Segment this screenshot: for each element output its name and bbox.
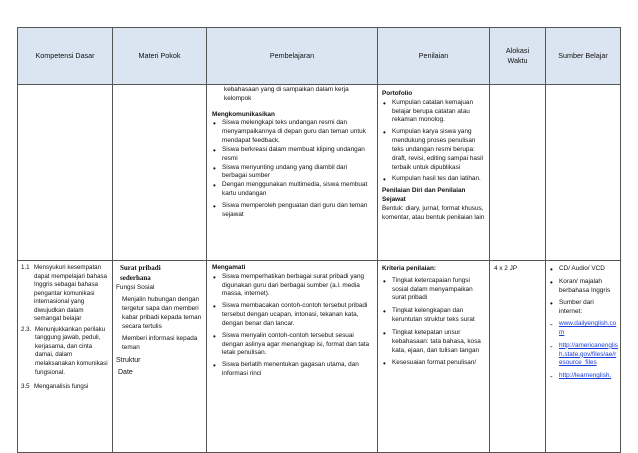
mengkomunikasikan-heading: Mengkomunikasikan (212, 110, 275, 118)
list-item: • Koran/ majalah berbahasa Inggris (549, 278, 618, 296)
penilaian-cell-main (378, 261, 490, 453)
resource-link[interactable]: - http://learnenglish. (549, 372, 618, 381)
materi-fungsi-label: Fungsi Sosial (116, 284, 155, 292)
list-item: • Kumpulan karya siswa yang mendukung proses penulisan teks undangan resmi berupa: draft, revisi, editing sampai hasil terbaik untuk dipublikasi (382, 128, 485, 172)
penilaian-diri-heading: Penilaian Diri dan Penilaian Sejawat (382, 187, 466, 204)
list-item: • Siswa menyunting undang yang diambil dari berbagai sumber (212, 164, 371, 182)
materi-fungsi-item: Menjalin hubungan dengan tergetur sapa dan memberi kabar pribadi kepada teman secara tertulis (122, 296, 202, 330)
mengamati-list (212, 273, 371, 379)
list-item: • Tingkat ketepatan unsur kebahasaan: tata bahasa, kosa kata, ejaan, dan tulisan tangan (382, 329, 485, 355)
header-penilaian: Penilaian (378, 28, 490, 85)
sumber-cell-empty (546, 85, 621, 261)
list-item: • Dengan menggunakan multimedia, siswa membuat kartu undangan (212, 181, 371, 199)
alokasi-waktu-value: 4 x 2 JP (494, 265, 518, 272)
materi-date-label: Date (118, 368, 133, 376)
alokasi-cell-empty (490, 85, 546, 261)
header-sumber-belajar: Sumber Belajar (546, 28, 621, 85)
list-item: • Siswa menyalin contoh-contoh tersebut sesuai dengan aslinya agar menangkap isi, format dan tata letak penulisan. (212, 332, 371, 358)
kd-cell (18, 261, 113, 453)
header-pembelajaran: Pembelajaran (207, 28, 378, 85)
kd-item: 2.3. Menunjukkankan perilaku tanggung jawab, peduli, kerjasama, dan cinta damai, dalam melaksanakan komunikasi fungsional. (21, 325, 108, 376)
sumber-list (549, 265, 618, 317)
resource-link[interactable]: - www.dailyenglish.com (549, 320, 618, 338)
list-item: • Siswa melengkapi teks undangan resmi dan menyampaikannya di depan guru dan teman untuk mendapat feedback. (212, 119, 371, 145)
pembelajaran-continued-text: kebahasaan yang di sampaikan dalam kerja kelompok (224, 86, 349, 102)
portofolio-heading: Portofolio (382, 90, 413, 97)
list-item: • Siswa membacakan contoh-contoh tersebut pribadi tersebut dengan ucapan, intonasi, tekanan kata, dengan benar dan lancar. (212, 302, 371, 328)
resource-link[interactable]: - http://americanenglish.state.gov/files/ae/resource_files (549, 342, 618, 368)
alokasi-cell (490, 261, 546, 453)
materi-cell (113, 261, 207, 453)
materi-fungsi-item: Memberi informasi kepada teman (122, 335, 198, 352)
table-row-continued (18, 85, 621, 261)
list-item: • Siswa berlatih menentukan gagasan utama, dan informasi rinci (212, 361, 371, 379)
header-kompetensi-dasar: Kompetensi Dasar (18, 28, 113, 85)
table-row-main (18, 261, 621, 453)
materi-title: Surat pribadi sederhana (120, 264, 161, 282)
kriteria-list (382, 277, 485, 368)
header-materi-pokok: Materi Pokok (113, 28, 207, 85)
materi-cell-empty (113, 85, 207, 261)
penilaian-cell (378, 85, 490, 261)
list-item: • Siswa memperoleh penguatan dari guru dan teman sejawat (212, 202, 371, 220)
list-item: • Kumpulan catatan kemajuan belajar berupa catatan atau rekaman monolog. (382, 99, 485, 125)
kd-item: 3.5 Menganalisis fungsi (21, 383, 89, 391)
list-item: • Sumber dari internet: (549, 299, 618, 317)
syllabus-table (17, 27, 621, 453)
header-row (18, 28, 621, 85)
kd-item: 1.1 Mensyukuri kesempatan dapat mempelajari bahasa Inggris sebagai bahasa pengantar komunikasi internasional yang diwujudkan dalam semangat belajar (21, 264, 107, 323)
list-item: • Tingkat ketercapaian fungsi sosial dalam menyampaikan surat pribadi (382, 277, 485, 303)
header-alokasi-waktu: Alokasi Waktu (490, 28, 546, 85)
kriteria-heading: Kriteria penilaian: (382, 265, 436, 272)
list-item: • Siswa berkreasi dalam membuat kliping undangan resmi (212, 146, 371, 164)
sumber-cell (546, 261, 621, 453)
kd-cell-empty (18, 85, 113, 261)
materi-struktur-label: Struktur (116, 357, 141, 365)
list-item: • Siswa memperhatikan berbagai surat pribadi yang digunakan guru dari berbagai sumber (a.l. media massa, internet). (212, 273, 371, 299)
list-item: • Kumpulan hasil tes dan latihan. (382, 175, 485, 184)
pembelajaran-cell-main (207, 261, 378, 453)
list-item: • CD/ Audio/ VCD (549, 265, 618, 274)
list-item: • Tingkat kelengkapan dan keruntutan struktur teks surat (382, 307, 485, 325)
portofolio-list (382, 99, 485, 184)
penilaian-diri-text: Bentuk: diary, jurnal, format khusus, komentar, atau bentuk penilaian lain (382, 204, 485, 221)
mengamati-heading: Mengamati (212, 264, 246, 271)
pembelajaran-cell (207, 85, 378, 261)
mengkomunikasikan-list (212, 119, 371, 219)
sumber-links-list (549, 320, 618, 381)
list-item: • Kesesuaian format penulisan/ (382, 359, 485, 368)
